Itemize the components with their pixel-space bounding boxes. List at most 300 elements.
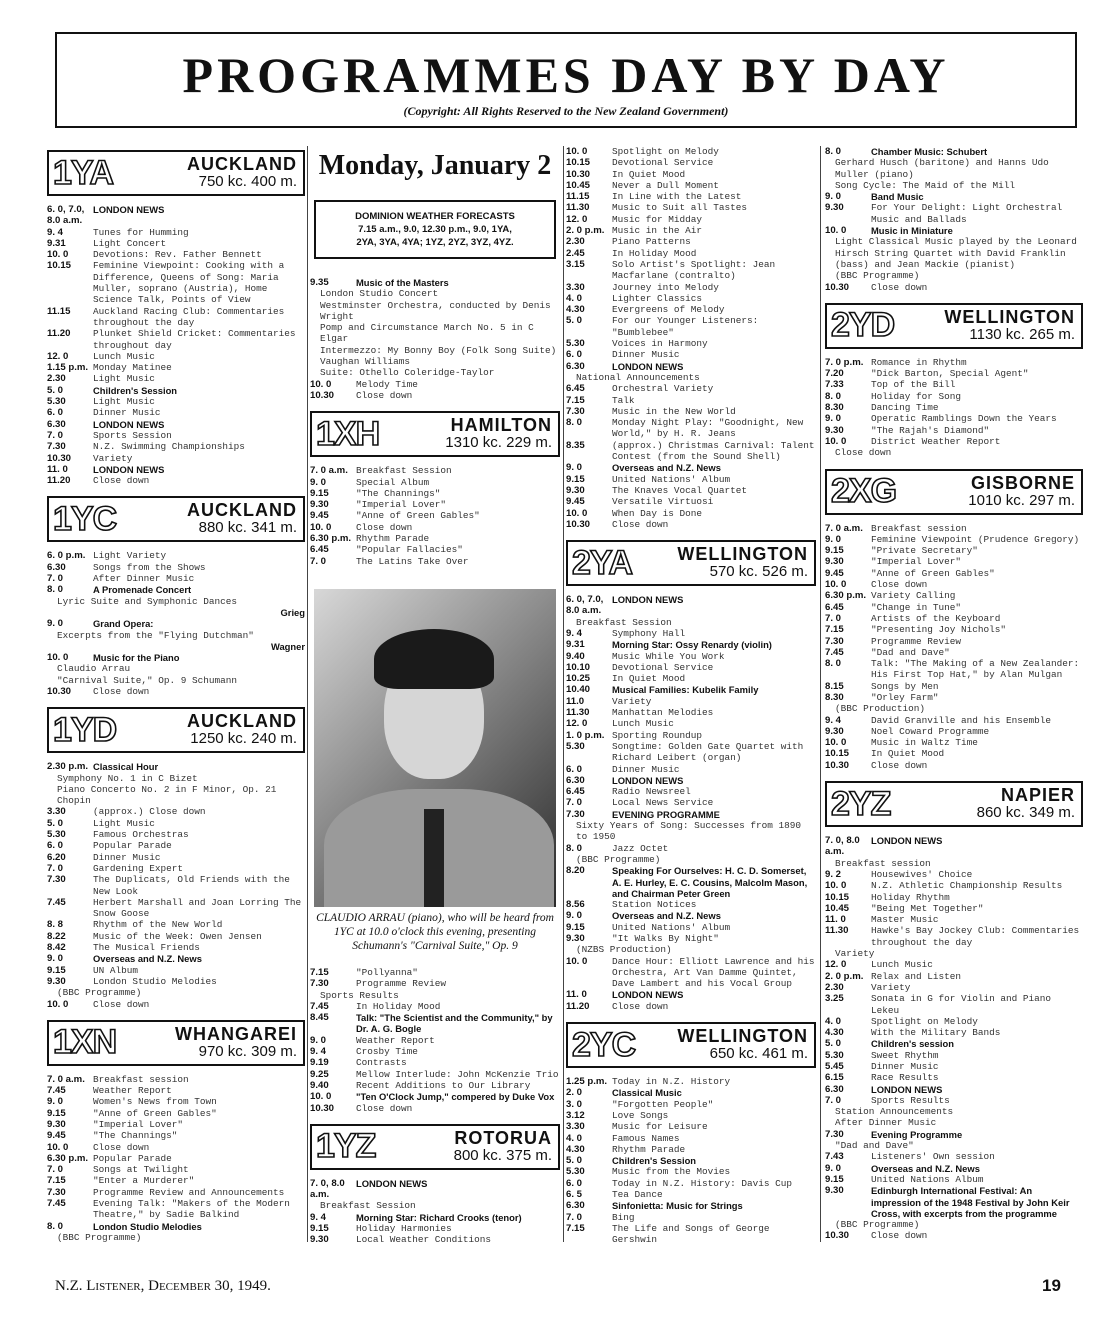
programme-time: 7.15	[310, 966, 329, 978]
programme-title: UN Album	[93, 964, 139, 976]
programme-entry	[825, 971, 1083, 982]
programme-entry	[825, 1038, 1083, 1049]
programme-entry	[310, 522, 560, 533]
programme-note: "Dad and Dave"	[835, 1140, 914, 1152]
programme-time: 10. 0	[310, 378, 332, 390]
programme-entry	[566, 383, 816, 394]
programme-title: Music from the Movies	[612, 1166, 731, 1178]
station-header-2ya	[566, 540, 816, 586]
programme-time: 10. 0	[825, 880, 847, 892]
programme-time: 8. 0	[47, 1220, 64, 1232]
programme-time: 10. 0	[47, 249, 69, 261]
programme-title: Plunket Shield Cricket: Commentaries throughout day	[93, 328, 296, 351]
programme-entry	[825, 568, 1083, 579]
programme-time: 6.30	[566, 774, 585, 786]
programme-time: 10.15	[825, 891, 850, 903]
programme-list-2yd	[825, 357, 1083, 465]
programme-time: 9. 0	[566, 462, 583, 474]
programme-note: Sports Results	[320, 989, 399, 1001]
programme-entry	[47, 1187, 305, 1198]
programme-entry	[566, 775, 816, 786]
programme-entry	[310, 1001, 560, 1012]
programme-time: 12. 0	[566, 213, 588, 225]
programme-entry	[47, 652, 305, 663]
station-city: GISBORNE	[970, 472, 1075, 493]
programme-entry	[310, 533, 560, 544]
programme-time: 9.30	[47, 975, 66, 987]
programme-time: 9.15	[825, 545, 844, 557]
programme-time: 4.30	[566, 304, 585, 316]
programme-title: "It Walks By Night"	[612, 933, 719, 944]
programme-entry	[566, 1189, 816, 1200]
programme-note: (BBC Programme)	[57, 1231, 142, 1243]
programme-title: Bing	[612, 1211, 635, 1223]
programme-time: 6.30	[566, 1200, 585, 1212]
programme-entry	[566, 628, 816, 639]
programme-entry	[310, 390, 560, 401]
programme-time: 8. 0	[566, 417, 583, 429]
column-divider	[563, 146, 564, 1242]
programme-title: Sports Session	[93, 429, 172, 441]
programme-time: 7.20	[825, 368, 844, 380]
programme-entry	[566, 1144, 816, 1155]
station-call-sign: 1YD	[53, 710, 117, 749]
station-header-2yd	[825, 303, 1083, 349]
programme-entry	[566, 485, 816, 496]
programme-title: LONDON NEWS	[93, 418, 165, 430]
programme-time: 6.45	[310, 544, 329, 556]
programme-entry	[566, 673, 816, 684]
programme-time: 9. 0	[310, 476, 327, 488]
programme-entry	[566, 718, 816, 729]
programme-time: 9. 0	[47, 953, 64, 965]
programme-time: 10. 0	[310, 521, 332, 533]
programme-title: Light Concert	[93, 237, 167, 249]
programme-title: The Duplicats, Old Friends with the New Look	[93, 874, 290, 897]
programme-time: 9. 4	[310, 1211, 327, 1223]
programme-entry	[566, 157, 816, 168]
programme-entry	[310, 1212, 560, 1223]
programme-time: 5. 0	[566, 315, 583, 327]
programme-note: Westminster Orchestra, conducted by Denis Wright	[320, 299, 551, 322]
programme-entry	[825, 993, 1083, 1016]
programme-entry	[566, 707, 816, 718]
station-header-2yc	[566, 1022, 816, 1068]
programme-title: Spotlight on Melody	[612, 146, 719, 157]
programme-title: Variety	[612, 695, 652, 707]
programme-time: 11.20	[47, 328, 71, 340]
programme-title: LONDON NEWS	[612, 774, 684, 786]
programme-title: Overseas and N.Z. News	[612, 910, 721, 922]
programme-entry	[566, 741, 816, 764]
programme-note: Light Classical Music played by the Leonard Hirsch String Quartet with David Franklin (bass) and Jean Mackie (pianist)	[835, 236, 1077, 270]
programme-entry	[825, 436, 1083, 447]
programme-entry	[310, 544, 560, 555]
programme-time: 7. 0	[310, 555, 327, 567]
programme-entry	[47, 1108, 305, 1119]
programme-entry	[47, 829, 305, 840]
programme-entry	[566, 1155, 816, 1166]
station-call-sign: 2YC	[572, 1025, 636, 1064]
programme-title: Voices in Harmony	[612, 338, 708, 350]
column-divider	[307, 146, 308, 1242]
programme-entry	[566, 202, 816, 213]
programme-time: 10.30	[47, 452, 72, 464]
programme-title: Close down	[871, 579, 928, 591]
programme-note: Suite: Othello Coleridge-Taylor	[320, 367, 495, 379]
programme-note: (BBC Programme)	[835, 1219, 920, 1231]
programme-title: Children's Session	[612, 1155, 697, 1167]
programme-list-continued	[566, 146, 816, 536]
programme-list-continued	[825, 146, 1083, 299]
programme-title: Classical Music	[612, 1087, 682, 1099]
programme-time: 6.30	[47, 418, 66, 430]
programme-entry	[825, 1016, 1083, 1027]
programme-note: Lyric Suite and Symphonic Dances	[57, 595, 238, 607]
programme-note: After Dinner Music	[835, 1117, 937, 1129]
programme-note: (BBC Programme)	[57, 987, 142, 999]
programme-note: National Announcements	[576, 371, 700, 383]
programme-title: In Line with the Latest	[612, 191, 742, 203]
programme-title: Morning Star: Richard Crooks (tenor)	[356, 1211, 522, 1223]
programme-title: Breakfast session	[871, 522, 967, 534]
programme-time: 1.25 p.m.	[566, 1076, 608, 1088]
programme-note: Wagner	[270, 640, 305, 652]
programme-title: With the Military Bands	[871, 1027, 1001, 1039]
programme-time: 8. 0	[47, 584, 64, 596]
programme-title: Breakfast Session	[356, 465, 452, 477]
station-city: WELLINGTON	[677, 544, 808, 565]
programme-title: Popular Parade	[93, 840, 172, 852]
programme-time: 9. 4	[47, 226, 64, 238]
programme-time: 9.45	[310, 510, 329, 522]
programme-title: Lunch Music	[93, 350, 155, 362]
programme-time: 2.30	[825, 981, 844, 993]
programme-entry	[566, 1110, 816, 1121]
programme-time: 9.30	[566, 484, 585, 496]
programme-time: 3.25	[825, 993, 844, 1005]
programme-title: LONDON NEWS	[356, 1177, 428, 1189]
programme-title: "Ten O'Clock Jump," compered by Duke Vox	[356, 1091, 555, 1103]
weather-line: 7.15 a.m., 9.0, 12.30 p.m., 9.0, 1YA,	[358, 224, 512, 235]
station-city: ROTORUA	[454, 1127, 552, 1148]
programme-time: 6. 0	[47, 840, 64, 852]
programme-title: Music to Suit all Tastes	[612, 202, 748, 214]
programme-list-2ya	[566, 594, 816, 1018]
programme-title: LONDON NEWS	[871, 1083, 943, 1095]
programme-entry	[47, 1130, 305, 1141]
programme-list-1xh-evening	[310, 967, 560, 1120]
programme-time: 8.30	[825, 402, 844, 414]
programme-entry	[566, 349, 816, 360]
programme-title: Sporting Roundup	[612, 729, 703, 741]
programme-title: Recent Additions to Our Library	[356, 1079, 531, 1091]
programme-time: 2. 0 p.m.	[566, 225, 605, 237]
programme-entry	[310, 477, 560, 488]
programme-time: 9.15	[566, 921, 585, 933]
programme-title: When Day is Done	[612, 507, 703, 519]
station-call-sign: 1YC	[53, 499, 117, 538]
programme-note: Breakfast Session	[320, 1200, 416, 1212]
programme-title: Close down	[356, 1102, 413, 1114]
column-2	[310, 146, 560, 1244]
programme-title: (approx.) Christmas Carnival: Talent Contest (from the Sound Shell)	[612, 439, 815, 463]
programme-title: Monday Matinee	[93, 362, 172, 374]
programme-time: 10.30	[47, 685, 72, 697]
programme-time: 12. 0	[825, 959, 847, 971]
programme-title: Manhattan Melodies	[612, 707, 714, 719]
programme-time: 8.30	[825, 691, 844, 703]
programme-time: 10.30	[566, 168, 591, 180]
programme-time: 11. 0	[566, 989, 587, 1001]
programme-title: Children's session	[871, 1038, 954, 1050]
programme-note: Breakfast session	[835, 857, 931, 869]
station-frequency: 1130 kc. 265 m.	[969, 325, 1075, 343]
programme-time: 7. 0, 8.0 a.m.	[825, 835, 860, 858]
programme-time: 4. 0	[566, 292, 583, 304]
programme-title: Dinner Music	[93, 851, 161, 863]
programme-entry	[47, 840, 305, 851]
programme-time: 6.45	[825, 601, 844, 613]
station-call-sign: 1XH	[316, 414, 380, 453]
programme-entry	[310, 1103, 560, 1114]
station-frequency: 800 kc. 375 m.	[453, 1146, 552, 1164]
programme-list-1yd	[47, 761, 305, 1016]
programme-title: Station Notices	[612, 899, 697, 911]
programme-title: Music in the Air	[612, 225, 703, 237]
programme-entry	[566, 304, 816, 315]
programme-time: 6.15	[825, 1072, 844, 1084]
programme-title: In Quiet Mood	[612, 168, 686, 180]
programme-title: Mellow Interlude: John McKenzie Trio	[356, 1068, 559, 1080]
programme-title: Music in the New World	[612, 405, 736, 417]
programme-time: 7.15	[566, 1222, 585, 1234]
programme-entry	[566, 146, 816, 157]
programme-title: "Forgotten People"	[612, 1098, 714, 1110]
programme-title: LONDON NEWS	[612, 594, 684, 606]
programme-entry	[825, 892, 1083, 903]
programme-entry	[47, 306, 305, 329]
programme-entry	[566, 651, 816, 662]
photo-caption: CLAUDIO ARRAU (piano), who will be heard from 1YC at 10.0 o'clock this evening, presenting Schumann's "Carnival Suite," Op. 9	[316, 911, 554, 952]
programme-time: 6. 0 p.m.	[47, 550, 86, 562]
programme-time: 2.30	[47, 373, 66, 385]
station-city: AUCKLAND	[187, 711, 297, 732]
programme-entry	[310, 1080, 560, 1091]
programme-time: 11.15	[47, 305, 71, 317]
programme-time: 7. 0	[47, 1164, 64, 1176]
programme-entry	[566, 1099, 816, 1110]
programme-time: 3.12	[566, 1109, 585, 1121]
programme-title: LONDON NEWS	[871, 835, 943, 847]
programme-title: Songtime: Golden Gate Quartet with Richard Leibert (organ)	[612, 740, 804, 764]
programme-entry	[825, 1072, 1083, 1083]
programme-entry	[825, 402, 1083, 413]
programme-time: 10.30	[825, 281, 850, 293]
weather-title: DOMINION WEATHER FORECASTS	[355, 211, 515, 222]
programme-title: Master Music	[871, 914, 939, 926]
programme-time: 6.30	[566, 360, 585, 372]
programme-title: Relax and Listen	[871, 970, 962, 982]
programme-time: 7. 0 a.m.	[310, 465, 348, 477]
programme-title: Lunch Music	[871, 959, 933, 971]
programme-time: 8.35	[566, 439, 585, 451]
programme-time: 9. 4	[825, 714, 842, 726]
programme-entry	[566, 684, 816, 695]
programme-title: Local Weather Conditions	[356, 1234, 492, 1244]
programme-time: 6.30 p.m.	[310, 533, 352, 545]
programme-time: 9.30	[825, 202, 844, 214]
programme-note: Breakfast Session	[576, 616, 672, 628]
programme-entry	[825, 556, 1083, 567]
programme-entry	[566, 236, 816, 247]
programme-entry	[566, 1212, 816, 1223]
programme-title: Rhythm Parade	[612, 1143, 686, 1155]
programme-title: Women's News from Town	[93, 1096, 217, 1108]
programme-time: 9.35	[310, 277, 329, 288]
programme-title: Close down	[612, 1000, 669, 1012]
station-city: WELLINGTON	[944, 306, 1075, 327]
programme-title: In Quiet Mood	[871, 748, 945, 760]
programme-title: Artists of the Keyboard	[871, 612, 1001, 624]
programme-time: 6.45	[566, 786, 585, 798]
programme-entry	[310, 1178, 560, 1201]
programme-title: "Being Met Together"	[871, 902, 984, 914]
programme-time: 3. 0	[566, 1098, 583, 1110]
station-header-2xg	[825, 469, 1083, 515]
programme-time: 6. 0	[566, 763, 583, 775]
programme-time: 10.45	[566, 179, 591, 191]
programme-entry	[825, 1095, 1083, 1106]
programme-note: Close down	[835, 447, 892, 459]
programme-time: 9.25	[310, 1068, 329, 1080]
programme-entry	[825, 146, 1083, 157]
programme-title: Overseas and N.Z. News	[93, 953, 202, 965]
programme-entry	[566, 259, 816, 282]
programme-time: 7. 0 a.m.	[47, 1073, 85, 1085]
programme-time: 6.30 p.m.	[47, 1152, 89, 1164]
programme-note: "Carnival Suite," Op. 9 Schumann	[57, 674, 238, 686]
programme-time: 9.31	[47, 237, 66, 249]
programme-time: 6.30 p.m.	[825, 590, 867, 602]
programme-entry	[310, 1234, 560, 1244]
programme-note: (BBC Programme)	[576, 853, 661, 865]
programme-entry	[47, 1198, 305, 1221]
programme-title: Band Music	[871, 191, 924, 203]
programme-time: 10.40	[566, 684, 591, 696]
programme-time: 7. 0	[825, 612, 842, 624]
programme-time: 6.30	[47, 561, 66, 573]
station-city: NAPIER	[1000, 785, 1075, 806]
programme-time: 10.30	[825, 759, 850, 771]
programme-time: 8.20	[566, 865, 585, 877]
programme-time: 3.15	[566, 258, 585, 270]
programme-title: Orchestral Variety	[612, 383, 714, 395]
programme-entry	[47, 1096, 305, 1107]
programme-time: 8.56	[566, 899, 585, 911]
programme-entry	[47, 942, 305, 953]
programme-title: "Private Secretary"	[871, 545, 978, 557]
programme-entry	[566, 899, 816, 910]
programme-entry	[566, 417, 816, 440]
station-frequency: 650 kc. 461 m.	[709, 1045, 808, 1063]
programme-title: Local News Service	[612, 797, 714, 809]
programme-entry	[825, 523, 1083, 534]
station-frequency: 880 kc. 341 m.	[198, 519, 297, 537]
programme-entry	[825, 737, 1083, 748]
programme-entry	[825, 191, 1083, 202]
programme-entry	[825, 379, 1083, 390]
programme-title: Music in Waltz Time	[871, 737, 978, 749]
programme-note: Variety	[835, 948, 875, 960]
programme-title: Famous Names	[612, 1132, 680, 1144]
station-city: AUCKLAND	[187, 154, 297, 174]
programme-entry	[566, 922, 816, 933]
programme-title: Variety	[871, 981, 911, 993]
programme-title: A Promenade Concert	[93, 584, 192, 596]
programme-entry	[310, 1091, 560, 1102]
programme-time: 7. 0	[47, 573, 64, 585]
programme-time: 5.30	[825, 1049, 844, 1061]
programme-time: 2.30 p.m.	[47, 761, 89, 773]
programme-title: The Musical Friends	[93, 942, 200, 954]
programme-title: "Pollyanna"	[356, 966, 418, 978]
programme-entry	[825, 225, 1083, 236]
programme-entry	[566, 910, 816, 921]
station-call-sign: 1XN	[53, 1023, 117, 1062]
programme-title: Feminine Viewpoint (Prudence Gregory)	[871, 533, 1080, 545]
programme-title: "Imperial Lover"	[93, 1119, 184, 1130]
programme-time: 3.30	[566, 281, 585, 293]
programme-title: Music of the Masters	[356, 277, 449, 288]
programme-title: Today in N.Z. History: Davis Cup	[612, 1177, 793, 1189]
programme-time: 9.30	[825, 556, 844, 568]
programme-time: 10. 0	[825, 435, 847, 447]
programme-title: Gardening Expert	[93, 862, 184, 874]
programme-entry	[47, 931, 305, 942]
programme-time: 9. 4	[566, 627, 583, 639]
programme-time: 4. 0	[825, 1015, 842, 1027]
programme-entry	[47, 453, 305, 464]
programme-title: Top of the Bill	[871, 379, 956, 391]
programme-entry	[310, 967, 560, 978]
programme-entry	[825, 1027, 1083, 1038]
programme-entry	[825, 1151, 1083, 1162]
programme-time: 7. 0	[47, 429, 64, 441]
programme-note: Gerhard Husch (baritone) and Hanns Udo Muller (piano)	[835, 157, 1049, 180]
programme-title: Talk: "The Making of a New Zealander: His First Top Hat," by Alan Mulgan	[871, 658, 1080, 681]
programme-entry	[566, 933, 816, 944]
programme-entry	[825, 636, 1083, 647]
programme-time: 9. 0	[47, 618, 64, 630]
programme-entry	[310, 978, 560, 989]
programme-title: Dance Hour: Elliott Lawrence and his Orchestra, Art Van Damme Quintet, Dave Lambert and his Vocal Group	[612, 955, 815, 990]
programme-title: Variety Calling	[871, 590, 956, 602]
programme-entry	[47, 385, 305, 396]
programme-title: "Change in Tune"	[871, 601, 962, 613]
programme-entry	[566, 639, 816, 650]
programme-entry	[825, 1163, 1083, 1174]
programme-entry	[825, 681, 1083, 692]
programme-entry	[825, 869, 1083, 880]
programme-title: Jazz Octet	[612, 842, 669, 854]
programme-time: 9.30	[825, 1185, 844, 1197]
programme-entry	[310, 1069, 560, 1080]
programme-time: 7.45	[47, 1085, 66, 1097]
programme-entry	[566, 508, 816, 519]
programme-entry	[566, 662, 816, 673]
programme-time: 5.30	[566, 338, 585, 350]
